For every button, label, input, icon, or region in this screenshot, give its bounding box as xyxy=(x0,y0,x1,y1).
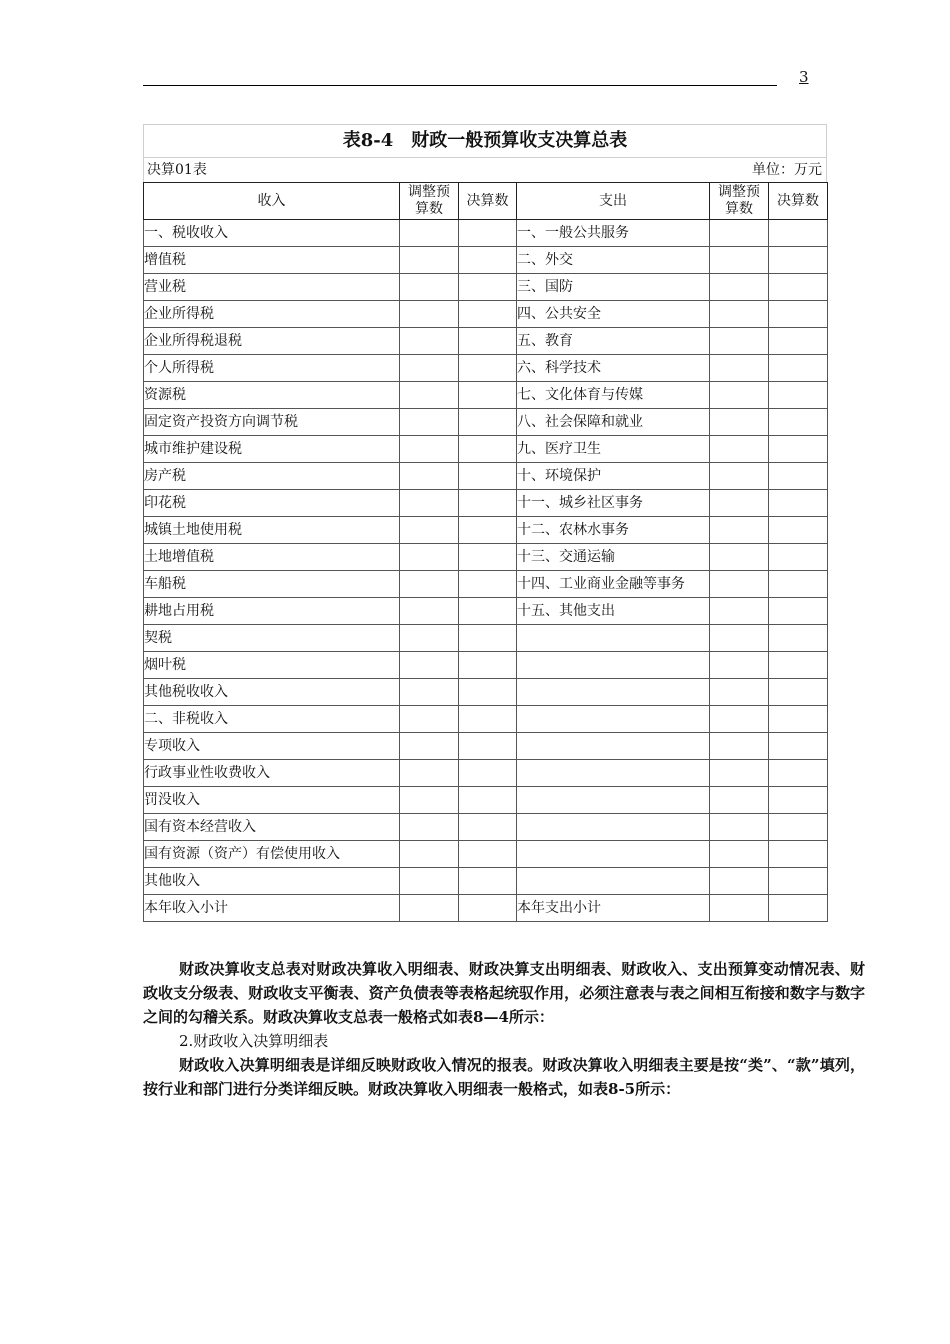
expenditure-final-amount-cell xyxy=(769,787,828,814)
income-final-amount-cell xyxy=(459,895,517,922)
income-adjusted-budget-cell xyxy=(400,760,459,787)
table-row xyxy=(144,436,828,463)
expenditure-item: 七、文化体育与传媒 xyxy=(517,382,710,409)
expenditure-final-amount-cell xyxy=(769,247,828,274)
expenditure-adjusted-budget-cell xyxy=(710,868,769,895)
income-final-amount-cell xyxy=(459,328,517,355)
income-final-amount-cell xyxy=(459,571,517,598)
expenditure-final-amount-cell xyxy=(769,274,828,301)
income-final-amount-cell xyxy=(459,436,517,463)
income-adjusted-budget-cell xyxy=(400,733,459,760)
expenditure-final-amount-cell xyxy=(769,733,828,760)
table-row xyxy=(144,220,828,247)
expenditure-adjusted-budget-cell xyxy=(710,760,769,787)
table-row xyxy=(144,652,828,679)
income-final-amount-cell xyxy=(459,220,517,247)
income-adjusted-budget-cell xyxy=(400,490,459,517)
table-header-row xyxy=(144,183,828,220)
income-adjusted-budget-cell xyxy=(400,220,459,247)
income-final-amount-cell xyxy=(459,247,517,274)
table-title: 表8-4 财政一般预算收支决算总表 xyxy=(143,124,827,157)
expenditure-adjusted-budget-cell xyxy=(710,544,769,571)
expenditure-adjusted-budget-cell xyxy=(710,517,769,544)
expenditure-item: 六、科学技术 xyxy=(517,355,710,382)
expenditure-item: 十四、工业商业金融等事务 xyxy=(517,571,710,598)
form-code: 决算01表 xyxy=(147,162,207,178)
expenditure-final-amount-cell xyxy=(769,814,828,841)
income-final-amount-cell xyxy=(459,355,517,382)
table-row xyxy=(144,679,828,706)
income-item: 企业所得税 xyxy=(144,301,400,328)
income-item: 专项收入 xyxy=(144,733,400,760)
expenditure-final-amount-cell xyxy=(769,841,828,868)
income-final-amount-cell xyxy=(459,814,517,841)
expenditure-final-amount-cell xyxy=(769,463,828,490)
expenditure-final-amount-cell xyxy=(769,706,828,733)
income-item: 契税 xyxy=(144,625,400,652)
income-item: 国有资源（资产）有偿使用收入 xyxy=(144,841,400,868)
paragraph-summary: 财政决算收支总表对财政决算收入明细表、财政决算支出明细表、财政收入、支出预算变动情况表、财政收支分级表、财政收支平衡表、资产负债表等表格起统驭作用，必须注意表与表之间相互衔接和数字与数字之间的勾稽关系。财政决算收支总表一般格式如表8—4所示： xyxy=(143,960,865,1026)
expenditure-item: 十一、城乡社区事务 xyxy=(517,490,710,517)
expenditure-adjusted-budget-cell xyxy=(710,679,769,706)
expenditure-final-amount-cell xyxy=(769,328,828,355)
income-adjusted-budget-cell xyxy=(400,814,459,841)
table-row xyxy=(144,868,828,895)
expenditure-item xyxy=(517,652,710,679)
table-row xyxy=(144,544,828,571)
income-final-amount-cell xyxy=(459,706,517,733)
table-row xyxy=(144,517,828,544)
paragraph-income-detail: 财政收入决算明细表是详细反映财政收入情况的报表。财政决算收入明细表主要是按“类”、“款”填列，按行业和部门进行分类详细反映。财政决算收入明细表一般格式，如表8-5所示： xyxy=(143,1056,865,1098)
expenditure-final-amount-cell xyxy=(769,625,828,652)
header-expenditure: 支出 xyxy=(517,183,710,220)
income-adjusted-budget-cell xyxy=(400,895,459,922)
expenditure-item: 五、教育 xyxy=(517,328,710,355)
income-final-amount-cell xyxy=(459,841,517,868)
expenditure-item xyxy=(517,625,710,652)
income-final-amount-cell xyxy=(459,301,517,328)
income-adjusted-budget-cell xyxy=(400,355,459,382)
expenditure-item: 一、一般公共服务 xyxy=(517,220,710,247)
expenditure-item xyxy=(517,841,710,868)
table-row xyxy=(144,787,828,814)
income-final-amount-cell xyxy=(459,625,517,652)
expenditure-final-amount-cell xyxy=(769,436,828,463)
income-adjusted-budget-cell xyxy=(400,598,459,625)
income-final-amount-cell xyxy=(459,409,517,436)
expenditure-final-amount-cell xyxy=(769,517,828,544)
table-row xyxy=(144,841,828,868)
table-row xyxy=(144,760,828,787)
unit-label: 单位：万元 xyxy=(752,162,822,178)
body-text xyxy=(143,957,865,1101)
header-rule xyxy=(143,85,777,86)
table-meta-row xyxy=(143,157,827,182)
income-adjusted-budget-cell xyxy=(400,571,459,598)
income-item: 城市维护建设税 xyxy=(144,436,400,463)
header-adjusted-budget-income: 调整预算数 xyxy=(400,183,459,220)
income-final-amount-cell xyxy=(459,463,517,490)
expenditure-adjusted-budget-cell xyxy=(710,436,769,463)
income-item: 资源税 xyxy=(144,382,400,409)
income-adjusted-budget-cell xyxy=(400,706,459,733)
income-adjusted-budget-cell xyxy=(400,382,459,409)
table-row xyxy=(144,328,828,355)
expenditure-item xyxy=(517,733,710,760)
expenditure-final-amount-cell xyxy=(769,382,828,409)
expenditure-final-amount-cell xyxy=(769,490,828,517)
table-row xyxy=(144,409,828,436)
table-row xyxy=(144,814,828,841)
budget-table xyxy=(143,182,828,922)
expenditure-final-amount-cell xyxy=(769,598,828,625)
income-final-amount-cell xyxy=(459,598,517,625)
expenditure-item: 四、公共安全 xyxy=(517,301,710,328)
table-row xyxy=(144,571,828,598)
income-final-amount-cell xyxy=(459,679,517,706)
income-adjusted-budget-cell xyxy=(400,652,459,679)
header-final-amount-expenditure: 决算数 xyxy=(769,183,828,220)
table-row xyxy=(144,490,828,517)
income-item: 耕地占用税 xyxy=(144,598,400,625)
expenditure-item xyxy=(517,868,710,895)
table-row xyxy=(144,706,828,733)
income-adjusted-budget-cell xyxy=(400,463,459,490)
expenditure-adjusted-budget-cell xyxy=(710,409,769,436)
table-row xyxy=(144,274,828,301)
header-adjusted-budget-expenditure: 调整预算数 xyxy=(710,183,769,220)
income-adjusted-budget-cell xyxy=(400,247,459,274)
expenditure-item: 八、社会保障和就业 xyxy=(517,409,710,436)
expenditure-adjusted-budget-cell xyxy=(710,274,769,301)
expenditure-item: 十五、其他支出 xyxy=(517,598,710,625)
expenditure-final-amount-cell xyxy=(769,760,828,787)
expenditure-adjusted-budget-cell xyxy=(710,355,769,382)
table-row xyxy=(144,355,828,382)
income-item: 一、税收收入 xyxy=(144,220,400,247)
expenditure-item: 二、外交 xyxy=(517,247,710,274)
budget-summary-table xyxy=(143,124,827,922)
expenditure-adjusted-budget-cell xyxy=(710,598,769,625)
expenditure-final-amount-cell xyxy=(769,355,828,382)
expenditure-adjusted-budget-cell xyxy=(710,247,769,274)
income-final-amount-cell xyxy=(459,517,517,544)
income-item: 其他收入 xyxy=(144,868,400,895)
expenditure-item xyxy=(517,679,710,706)
expenditure-adjusted-budget-cell xyxy=(710,652,769,679)
income-item: 增值税 xyxy=(144,247,400,274)
expenditure-adjusted-budget-cell xyxy=(710,841,769,868)
expenditure-adjusted-budget-cell xyxy=(710,733,769,760)
header-final-amount-income: 决算数 xyxy=(459,183,517,220)
income-item: 车船税 xyxy=(144,571,400,598)
table-row xyxy=(144,463,828,490)
income-adjusted-budget-cell xyxy=(400,679,459,706)
expenditure-adjusted-budget-cell xyxy=(710,328,769,355)
expenditure-item xyxy=(517,787,710,814)
income-item: 企业所得税退税 xyxy=(144,328,400,355)
income-item: 个人所得税 xyxy=(144,355,400,382)
income-item: 土地增值税 xyxy=(144,544,400,571)
income-adjusted-budget-cell xyxy=(400,274,459,301)
income-final-amount-cell xyxy=(459,760,517,787)
expenditure-item: 十、环境保护 xyxy=(517,463,710,490)
table-row xyxy=(144,895,828,922)
expenditure-adjusted-budget-cell xyxy=(710,787,769,814)
income-adjusted-budget-cell xyxy=(400,436,459,463)
expenditure-adjusted-budget-cell xyxy=(710,382,769,409)
table-row xyxy=(144,598,828,625)
income-item: 固定资产投资方向调节税 xyxy=(144,409,400,436)
expenditure-final-amount-cell xyxy=(769,679,828,706)
expenditure-adjusted-budget-cell xyxy=(710,706,769,733)
table-row xyxy=(144,382,828,409)
table-row xyxy=(144,247,828,274)
income-adjusted-budget-cell xyxy=(400,517,459,544)
income-final-amount-cell xyxy=(459,733,517,760)
expenditure-final-amount-cell xyxy=(769,652,828,679)
expenditure-adjusted-budget-cell xyxy=(710,301,769,328)
table-row xyxy=(144,733,828,760)
income-final-amount-cell xyxy=(459,544,517,571)
expenditure-item xyxy=(517,760,710,787)
section-heading: 2.财政收入决算明细表 xyxy=(179,1032,329,1050)
income-item: 营业税 xyxy=(144,274,400,301)
expenditure-final-amount-cell xyxy=(769,571,828,598)
income-adjusted-budget-cell xyxy=(400,301,459,328)
expenditure-item xyxy=(517,706,710,733)
expenditure-item: 三、国防 xyxy=(517,274,710,301)
expenditure-item xyxy=(517,814,710,841)
expenditure-final-amount-cell xyxy=(769,301,828,328)
expenditure-final-amount-cell xyxy=(769,868,828,895)
table-row xyxy=(144,625,828,652)
expenditure-adjusted-budget-cell xyxy=(710,625,769,652)
income-final-amount-cell xyxy=(459,274,517,301)
income-item: 国有资本经营收入 xyxy=(144,814,400,841)
income-final-amount-cell xyxy=(459,868,517,895)
income-item: 房产税 xyxy=(144,463,400,490)
expenditure-item: 十三、交通运输 xyxy=(517,544,710,571)
income-final-amount-cell xyxy=(459,787,517,814)
income-final-amount-cell xyxy=(459,490,517,517)
expenditure-adjusted-budget-cell xyxy=(710,814,769,841)
income-item: 本年收入小计 xyxy=(144,895,400,922)
income-item: 印花税 xyxy=(144,490,400,517)
income-adjusted-budget-cell xyxy=(400,328,459,355)
income-final-amount-cell xyxy=(459,382,517,409)
expenditure-final-amount-cell xyxy=(769,220,828,247)
income-adjusted-budget-cell xyxy=(400,409,459,436)
expenditure-adjusted-budget-cell xyxy=(710,490,769,517)
expenditure-item: 十二、农林水事务 xyxy=(517,517,710,544)
income-adjusted-budget-cell xyxy=(400,841,459,868)
income-item: 城镇土地使用税 xyxy=(144,517,400,544)
expenditure-item: 本年支出小计 xyxy=(517,895,710,922)
income-item: 其他税收收入 xyxy=(144,679,400,706)
expenditure-adjusted-budget-cell xyxy=(710,220,769,247)
expenditure-adjusted-budget-cell xyxy=(710,463,769,490)
income-adjusted-budget-cell xyxy=(400,787,459,814)
header-income: 收入 xyxy=(144,183,400,220)
income-final-amount-cell xyxy=(459,652,517,679)
income-adjusted-budget-cell xyxy=(400,625,459,652)
page-number: 3 xyxy=(799,68,809,86)
expenditure-item: 九、医疗卫生 xyxy=(517,436,710,463)
expenditure-adjusted-budget-cell xyxy=(710,895,769,922)
income-adjusted-budget-cell xyxy=(400,544,459,571)
expenditure-adjusted-budget-cell xyxy=(710,571,769,598)
expenditure-final-amount-cell xyxy=(769,544,828,571)
income-adjusted-budget-cell xyxy=(400,868,459,895)
income-item: 二、非税收入 xyxy=(144,706,400,733)
income-item: 行政事业性收费收入 xyxy=(144,760,400,787)
expenditure-final-amount-cell xyxy=(769,409,828,436)
expenditure-final-amount-cell xyxy=(769,895,828,922)
income-item: 烟叶税 xyxy=(144,652,400,679)
table-row xyxy=(144,301,828,328)
table-body xyxy=(144,183,828,922)
income-item: 罚没收入 xyxy=(144,787,400,814)
